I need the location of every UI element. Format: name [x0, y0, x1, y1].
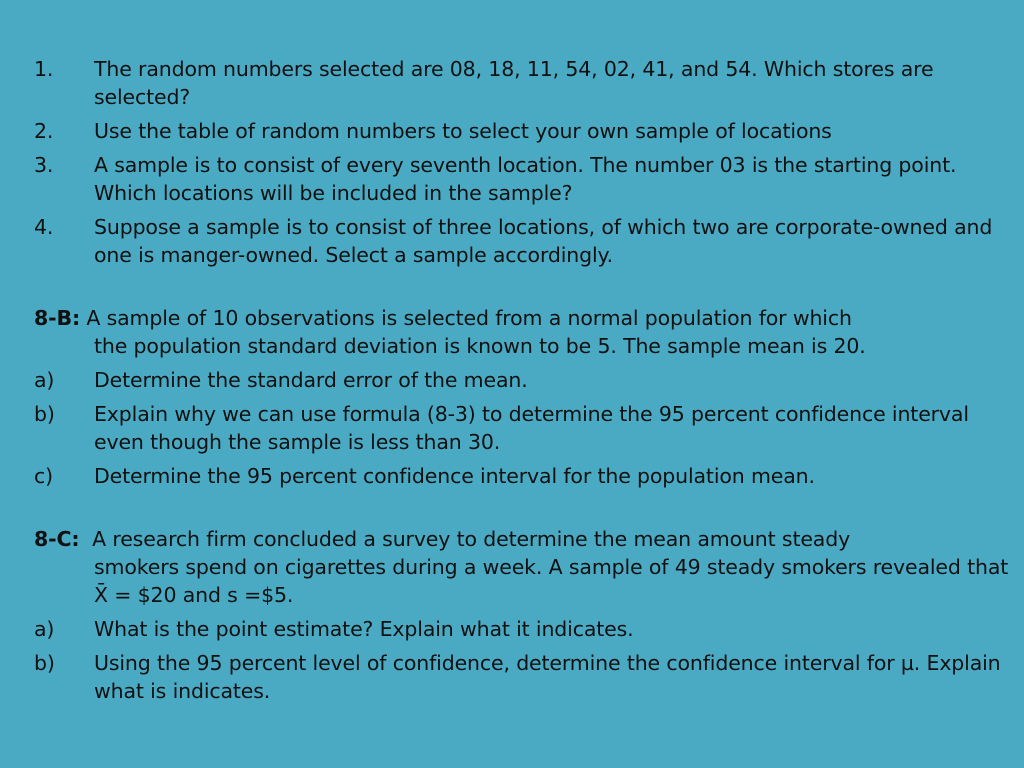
slide-content [34, 55, 1009, 711]
list-marker: 4. [34, 215, 54, 239]
list-item [34, 55, 1009, 111]
list-marker: 1. [34, 57, 54, 81]
list-text: Suppose a sample is to consist of three locations, of which two are corporate-owned and one is manger-owned. Select a sample accordingly. [94, 215, 993, 267]
list-item [34, 615, 1009, 643]
list-item [34, 117, 1009, 145]
list-item [34, 462, 1009, 490]
list-item [34, 649, 1009, 705]
list-marker: a) [34, 617, 55, 641]
list-text: Using the 95 percent level of confidence, determine the confidence interval for µ. Explain what is indicates. [94, 651, 1001, 703]
list-text: What is the point estimate? Explain what it indicates. [94, 617, 634, 641]
list-text: Determine the standard error of the mean. [94, 368, 528, 392]
section-8c-intro: A research firm concluded a survey to determine the mean amount steady [92, 527, 851, 551]
list-marker: b) [34, 402, 55, 426]
list-marker: b) [34, 651, 55, 675]
section-8c [34, 525, 1009, 609]
list-text: Use the table of random numbers to select your own sample of locations [94, 119, 832, 143]
section-8c-intro-continued: smokers spend on cigarettes during a week. A sample of 49 steady smokers revealed that X̄ = $20 and s =$5. [94, 555, 1009, 607]
list-item [34, 366, 1009, 394]
list-text: A sample is to consist of every seventh location. The number 03 is the starting point. Which locations will be included in the sample? [94, 153, 957, 205]
section-8b-intro-continued: the population standard deviation is known to be 5. The sample mean is 20. [94, 334, 866, 358]
list-item [34, 213, 1009, 269]
section-8b-heading [34, 304, 1009, 332]
section-8b-label: 8-B: [34, 306, 80, 330]
list-text: Determine the 95 percent confidence interval for the population mean. [94, 464, 815, 488]
list-marker: c) [34, 464, 53, 488]
list-marker: 3. [34, 153, 54, 177]
list-item [34, 400, 1009, 456]
list-marker: a) [34, 368, 55, 392]
section-8b-intro: A sample of 10 observations is selected from a normal population for which [86, 306, 852, 330]
list-item [34, 151, 1009, 207]
list-marker: 2. [34, 119, 54, 143]
list-text: Explain why we can use formula (8-3) to determine the 95 percent confidence interval even though the sample is less than 30. [94, 402, 969, 454]
section-8c-label: 8-C: [34, 527, 80, 551]
section-8b [34, 304, 1009, 360]
list-text: The random numbers selected are 08, 18, 11, 54, 02, 41, and 54. Which stores are selected? [94, 57, 934, 109]
section-8c-heading [34, 525, 1009, 553]
